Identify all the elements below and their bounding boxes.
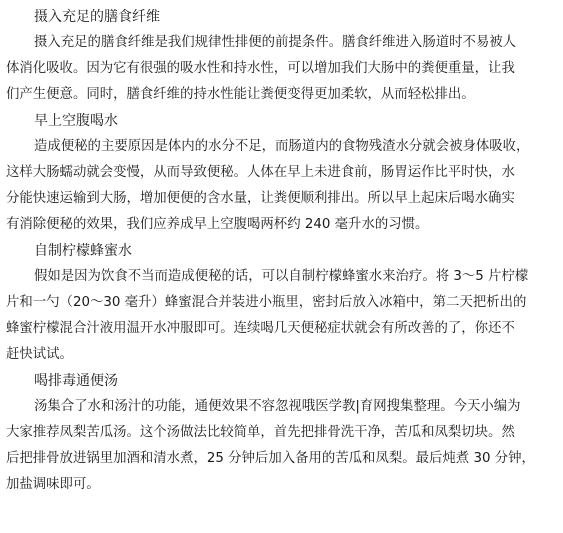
text-line: 片和一勺（20～30 毫升）蜂蜜混合并装进小瓶里，密封后放入冰箱中，第二天把析出的 [6,295,527,310]
paragraph-morning-water [6,134,555,238]
text-line: 分能快速运输到大肠，增加便便的含水量，让粪便顺利排出。所以早上起床后喝水确实 [6,191,515,206]
paragraph-soup [6,394,555,498]
text-line: 蜂蜜柠檬混合汁液用温开水冲服即可。连续喝几天便秘症状就会有所改善的了，你还不 [6,321,515,336]
section-title-fiber: 摄入充足的膳食纤维 [34,9,160,25]
text-line: 假如是因为饮食不当而造成便秘的话，可以自制柠檬蜂蜜水来治疗。将 3～5 片柠檬 [34,269,529,284]
text-line: 有消除便秘的效果，我们应养成早上空腹喝两杯约 240 毫升水的习惯。 [6,217,429,232]
text-line: 们产生便意。同时，膳食纤维的持水性能让粪便变得更加柔软，从而轻松排出。 [6,87,475,102]
text-line: 大家推荐凤梨苦瓜汤。这个汤做法比较简单，首先把排骨洗干净，苦瓜和凤梨切块。然 [6,425,515,440]
text-line: 赶快试试。 [6,347,73,362]
section-title-morning-water: 早上空腹喝水 [34,113,118,129]
text-line: 摄入充足的膳食纤维是我们规律性排便的前提条件。膳食纤维进入肠道时不易被人 [34,35,517,50]
section-title-soup: 喝排毒通便汤 [34,373,118,389]
text-line: 加盐调味即可。 [6,477,100,492]
paragraph-lemon-honey [6,264,555,368]
text-line: 这样大肠蠕动就会变慢，从而导致便秘。人体在早上未进食前，肠胃运作比平时快，水 [6,165,515,180]
section-title-lemon-honey: 自制柠檬蜂蜜水 [34,243,132,259]
paragraph-fiber [6,30,555,108]
text-line: 汤集合了水和汤汁的功能，通便效果不容忽视哦医学教|育网搜集整理。今天小编为 [34,399,521,414]
text-line: 后把排骨放进锅里加酒和清水煮，25 分钟后加入备用的苦瓜和凤梨。最后炖煮 30 分钟， [6,451,535,466]
text-line: 体消化吸收。因为它有很强的吸水性和持水性，可以增加我们大肠中的粪便重量，让我 [6,61,515,76]
text-line: 造成便秘的主要原因是体内的水分不足，而肠道内的食物残渣水分就会被身体吸收， [34,139,530,154]
